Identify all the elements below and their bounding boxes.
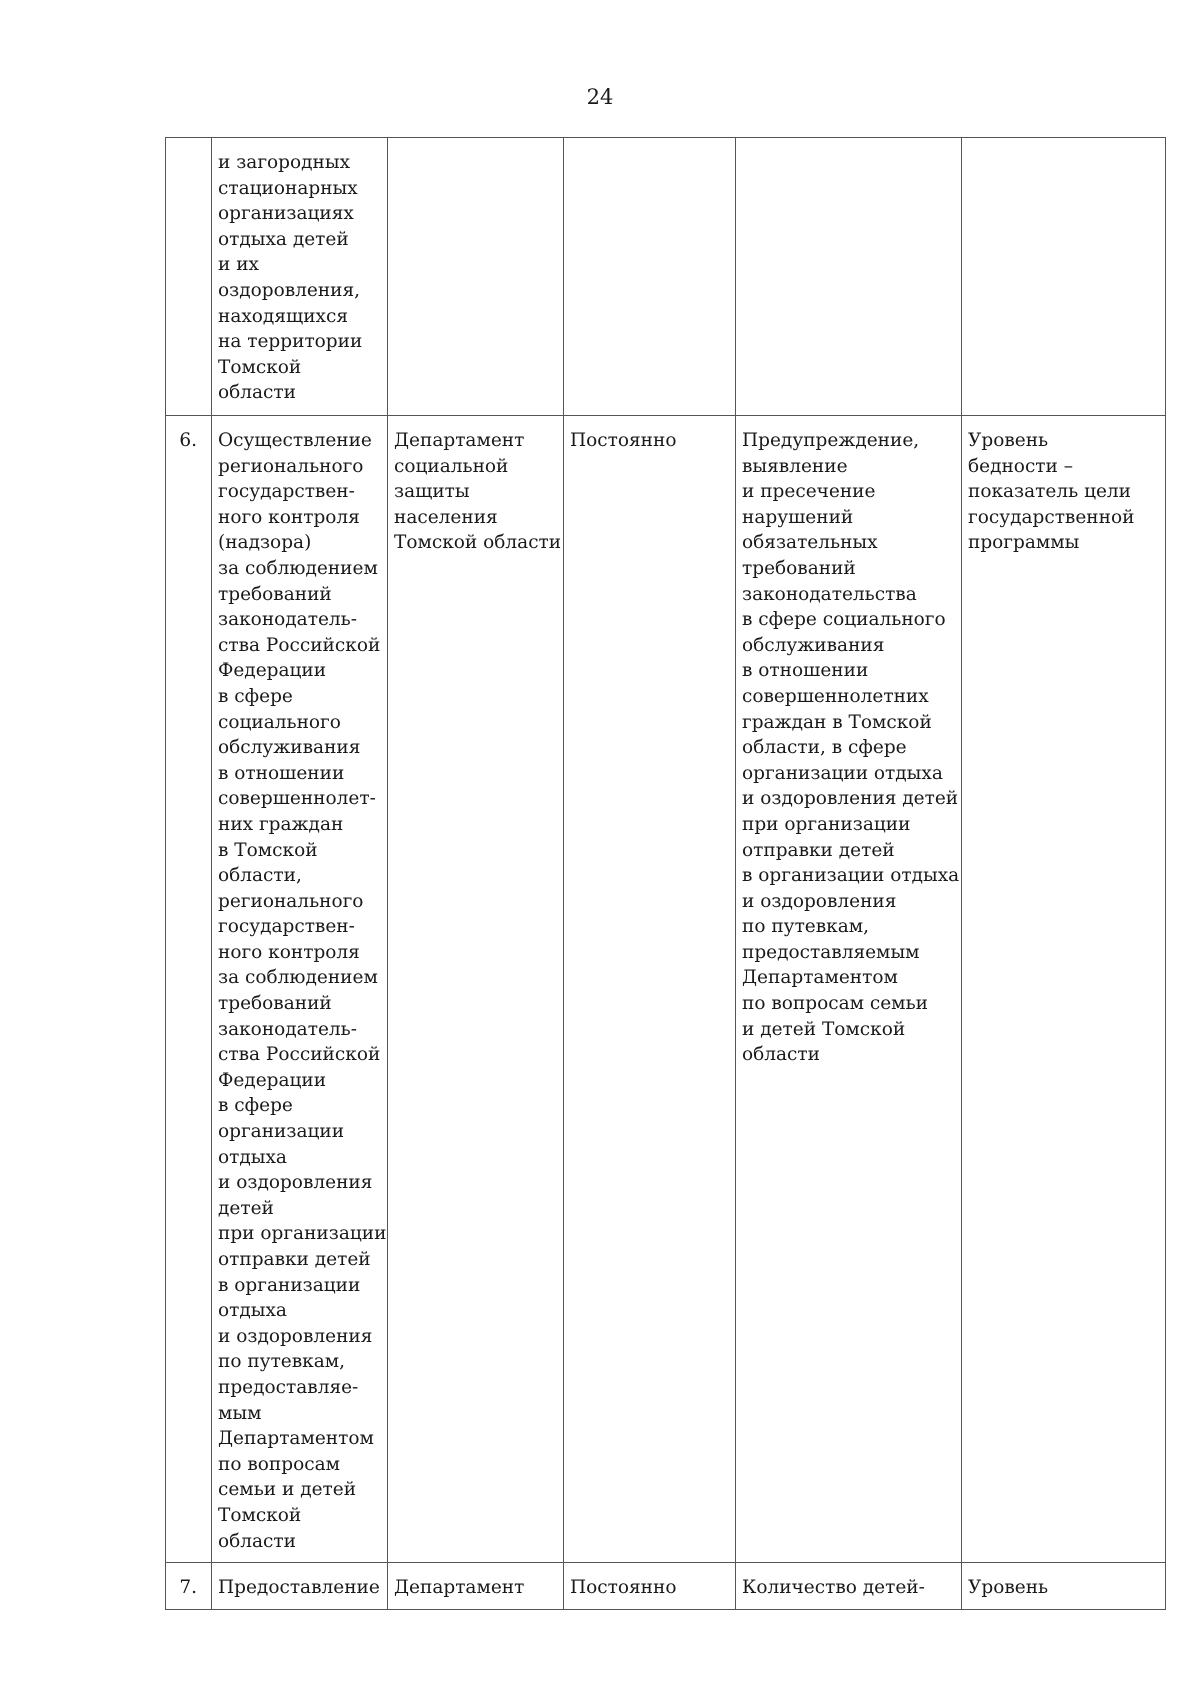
table-row <box>166 1563 1166 1610</box>
indicator-cell <box>962 416 1166 1563</box>
row-number-cell <box>166 138 212 416</box>
cell-text-line: ного контроля <box>218 941 360 963</box>
cell-text-line: Департамент <box>394 430 525 451</box>
cell-text-line: и детей Томской <box>742 1018 906 1040</box>
cell-text-line: в Томской <box>218 839 318 861</box>
cell-text-line: Предоставление <box>218 1577 380 1599</box>
cell-text-line: на территории <box>218 331 363 353</box>
cell-text-line: Постоянно <box>570 1577 677 1599</box>
cell-text-line: по путевкам, <box>218 1351 346 1373</box>
cell-text-line: организации отдыха <box>742 762 943 784</box>
cell-text-line: детей <box>218 1197 274 1219</box>
deadline-cell <box>564 138 736 416</box>
cell-text-line: Томской <box>218 356 302 378</box>
cell-text-line: оздоровления, <box>218 279 361 301</box>
cell-text-line: организации <box>218 1121 345 1143</box>
cell-text-line: ства Российской <box>218 634 381 656</box>
cell-text-line: области, <box>218 865 302 887</box>
indicator-cell <box>962 1563 1166 1610</box>
cell-text-line: совершеннолет- <box>218 788 376 810</box>
cell-text-line: населения <box>394 506 498 528</box>
cell-text-line: находящихся <box>218 305 348 327</box>
cell-text-line: Уровень <box>968 1577 1049 1599</box>
cell-text-line: Уровень <box>968 430 1049 451</box>
cell-text-line: в сфере <box>218 1095 293 1117</box>
cell-text-line: Федерации <box>218 660 327 682</box>
cell-text-line: по вопросам <box>218 1453 340 1475</box>
cell-text-line: обслуживания <box>742 634 885 656</box>
table-row <box>166 416 1166 1563</box>
cell-text-line: отправки детей <box>218 1249 371 1270</box>
cell-text-line: Департаментом <box>742 967 898 989</box>
cell-text-line: Предупреждение, <box>742 430 920 451</box>
cell-text-line: в отношении <box>742 660 869 682</box>
cell-text-line: предоставляемым <box>742 941 920 963</box>
cell-text-line: за соблюдением <box>218 967 378 989</box>
table-row <box>166 138 1166 416</box>
responsible-cell <box>388 1563 564 1610</box>
cell-text-line: показатель цели <box>968 481 1131 503</box>
cell-text-line: ства Российской <box>218 1044 381 1066</box>
cell-text-line: по вопросам семьи <box>742 993 928 1015</box>
indicator-cell <box>962 138 1166 416</box>
cell-text-line: требований <box>218 993 332 1015</box>
cell-text-line: и оздоровления детей <box>742 788 959 810</box>
activity-cell <box>212 138 388 416</box>
cell-text-line: Количество детей- <box>742 1577 925 1599</box>
cell-text-line: и оздоровления <box>218 1172 373 1194</box>
cell-text-line: и загородных <box>218 152 351 173</box>
cell-text-line: обслуживания <box>218 737 361 759</box>
row-number-cell: 7. <box>166 1563 212 1610</box>
cell-text-line: в организации отдыха <box>742 865 960 887</box>
responsible-cell <box>388 416 564 1563</box>
cell-text-line: при организации <box>742 813 911 835</box>
cell-text-line: в отношении <box>218 762 345 784</box>
cell-text-line: регионального <box>218 890 364 912</box>
cell-text-line: Департаментом <box>218 1428 374 1450</box>
cell-text-line: (надзора) <box>218 532 312 554</box>
cell-text-line: отдыха <box>218 1146 287 1168</box>
cell-text-line: за соблюдением <box>218 557 378 579</box>
cell-text-line: и пресечение <box>742 481 876 503</box>
cell-text-line: области <box>742 1044 820 1066</box>
cell-text-line: при организации <box>218 1223 387 1245</box>
cell-text-line: законодательства <box>742 583 917 605</box>
cell-text-line: семьи и детей <box>218 1479 357 1501</box>
cell-text-line: области, в сфере <box>742 737 907 759</box>
cell-text-line: выявление <box>742 455 848 477</box>
cell-text-line: стационарных <box>218 177 358 199</box>
cell-text-line: социальной <box>394 455 509 477</box>
cell-text-line: в сфере <box>218 685 293 707</box>
cell-text-line: требований <box>742 557 856 579</box>
cell-text-line: по путевкам, <box>742 916 870 938</box>
cell-text-line: граждан в Томской <box>742 711 932 733</box>
responsible-cell <box>388 138 564 416</box>
cell-text-line: в организации <box>218 1274 361 1296</box>
cell-text-line: бедности – <box>968 455 1074 477</box>
cell-text-line: Томской <box>218 1504 302 1526</box>
page-number: 24 <box>586 85 614 109</box>
cell-text-line: государственной <box>968 506 1135 528</box>
program-table <box>165 137 1166 1610</box>
cell-text-line: программы <box>968 532 1080 554</box>
cell-text-line: мым <box>218 1402 262 1424</box>
cell-text-line: Департамент <box>394 1577 525 1599</box>
cell-text-line: Постоянно <box>570 430 677 451</box>
cell-text-line: совершеннолетних <box>742 685 929 707</box>
cell-text-line: регионального <box>218 455 364 477</box>
cell-text-line: отправки детей <box>742 839 895 861</box>
cell-text-line: Томской области <box>394 532 562 554</box>
cell-text-line: нарушений <box>742 506 854 528</box>
cell-text-line: отдыха детей <box>218 228 349 250</box>
row-number-cell: 6. <box>166 416 212 1563</box>
result-cell <box>736 416 962 1563</box>
cell-text-line: законодатель- <box>218 1018 357 1040</box>
cell-text-line: Осуществление <box>218 430 372 451</box>
deadline-cell <box>564 1563 736 1610</box>
cell-text-line: и оздоровления <box>218 1325 373 1347</box>
cell-text-line: в сфере социального <box>742 609 946 631</box>
result-cell <box>736 1563 962 1610</box>
activity-cell <box>212 416 388 1563</box>
cell-text-line: защиты <box>394 481 470 503</box>
cell-text-line: них граждан <box>218 813 344 835</box>
cell-text-line: отдыха <box>218 1300 287 1322</box>
result-cell <box>736 138 962 416</box>
cell-text-line: обязательных <box>742 532 878 554</box>
cell-text-line: государствен- <box>218 916 355 938</box>
cell-text-line: предоставляе- <box>218 1376 359 1398</box>
activity-cell <box>212 1563 388 1610</box>
cell-text-line: и их <box>218 254 259 276</box>
cell-text-line: области <box>218 1530 296 1552</box>
cell-text-line: государствен- <box>218 481 355 503</box>
cell-text-line: социального <box>218 711 341 733</box>
cell-text-line: Федерации <box>218 1069 327 1091</box>
cell-text-line: законодатель- <box>218 609 357 631</box>
cell-text-line: области <box>218 382 296 404</box>
deadline-cell <box>564 416 736 1563</box>
cell-text-line: требований <box>218 583 332 605</box>
cell-text-line: организациях <box>218 203 354 225</box>
cell-text-line: и оздоровления <box>742 890 897 912</box>
cell-text-line: ного контроля <box>218 506 360 528</box>
